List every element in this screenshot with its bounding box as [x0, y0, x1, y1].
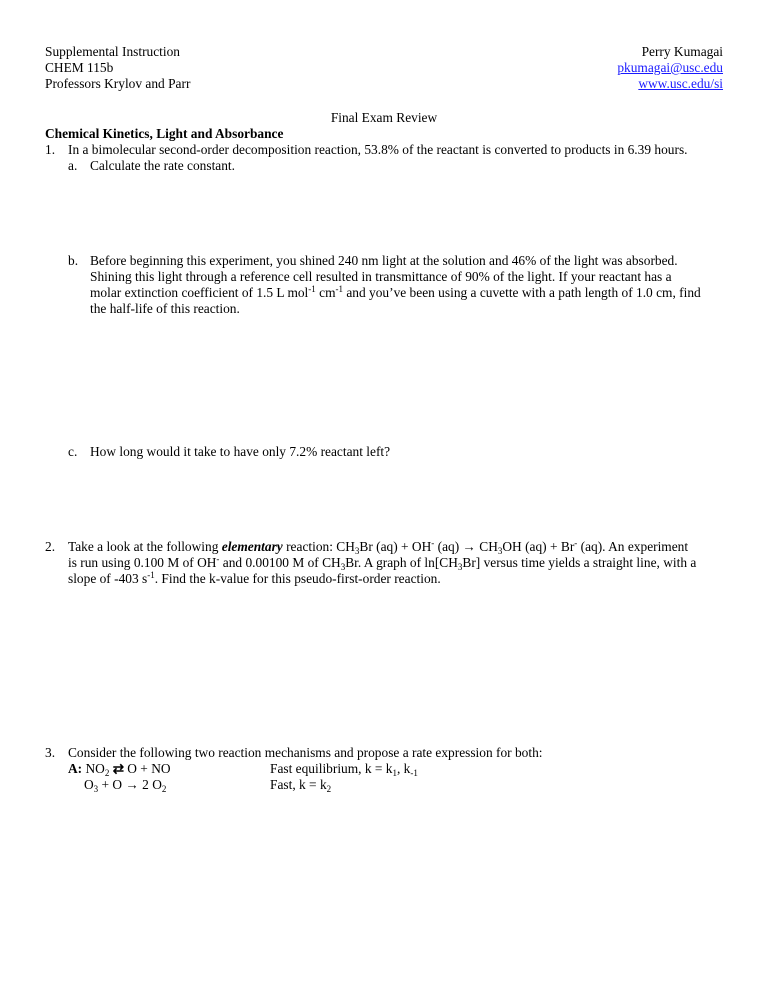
mechanism-a-step-1: A: $NO_2$ ⇄ O + NO	[68, 761, 171, 778]
mechanism-a-step-2-desc: Fast, $k = k_2$	[270, 777, 332, 794]
q1c-text: How long would it take to have only 7.2% reactant left?	[90, 444, 391, 459]
author-email-link[interactable]: pkumagai@usc.edu	[617, 60, 723, 75]
header-right	[617, 44, 723, 92]
q1b-line-4: the half-life of this reaction.	[90, 301, 240, 316]
header-line-1: Supplemental Instruction	[45, 44, 180, 59]
q1a-text: Calculate the rate constant.	[90, 158, 236, 173]
equilibrium-arrow-icon: ⇄	[112, 761, 124, 776]
mechanism-a-step-2: $O_3 + O \to 2$ $O_2$	[84, 777, 167, 794]
q1b-line-1: Before beginning this experiment, you shined 240 nm light at the solution and 46% of the light was absorbed.	[90, 253, 678, 268]
mechanism-a-step-1-desc: Fast equilibrium, $k = k_1$, $k_{-1}$	[270, 761, 418, 778]
header-line-3: Professors Krylov and Parr	[45, 76, 191, 91]
q2-line-1: Take a look at the following elementary reaction: $CH_3Br$ (aq) + OH- $(aq) \to CH_3OH$ (aq) + Br- (aq). An experiment	[68, 538, 689, 556]
q2-number: 2.	[45, 539, 56, 554]
header-left	[45, 44, 190, 92]
header-line-2: CHEM 115b	[45, 60, 114, 75]
mechanism-a-label: A:	[68, 761, 83, 776]
website-link[interactable]: www.usc.edu/si	[638, 76, 723, 91]
q1b-line-2: Shining this light through a reference cell resulted in transmittance of 90% of the light. If your reactant has a	[90, 269, 672, 284]
q3-number: 3.	[45, 745, 56, 760]
q3-text: Consider the following two reaction mechanisms and propose a rate expression for both:	[68, 745, 543, 760]
section-heading: Chemical Kinetics, Light and Absorbance	[45, 126, 284, 141]
page-title: Final Exam Review	[330, 110, 438, 125]
q1-number: 1.	[45, 142, 56, 157]
q1b-line-3: molar extinction coefficient of 1.5 L mol$^{-1}$ $cm^{-1}$ and you’ve been using a cuvette with a path length of 1.0 cm, find	[90, 284, 701, 300]
author-name: Perry Kumagai	[641, 44, 723, 59]
q1b-text	[90, 253, 701, 317]
reaction-arrow-icon: →	[125, 777, 139, 792]
q1-text: In a bimolecular second-order decomposition reaction, 53.8% of the reactant is converted to products in 6.39 hours.	[68, 142, 688, 157]
q2-line-2: is run using 0.100 M of OH- and 0.00100 M of $CH_3Br$. A graph of $\ln[CH_3Br]$ versus time yields a straight line, with a	[68, 554, 697, 572]
q1b-label: b.	[68, 253, 79, 268]
q2-text	[68, 539, 696, 587]
reaction-arrow-icon: →	[462, 539, 476, 554]
q2-line-3: slope of -403 $s^{-1}$. Find the k-value for this pseudo-first-order reaction.	[68, 570, 441, 586]
q1c-label: c.	[68, 444, 78, 459]
q1a-label: a.	[68, 158, 78, 173]
